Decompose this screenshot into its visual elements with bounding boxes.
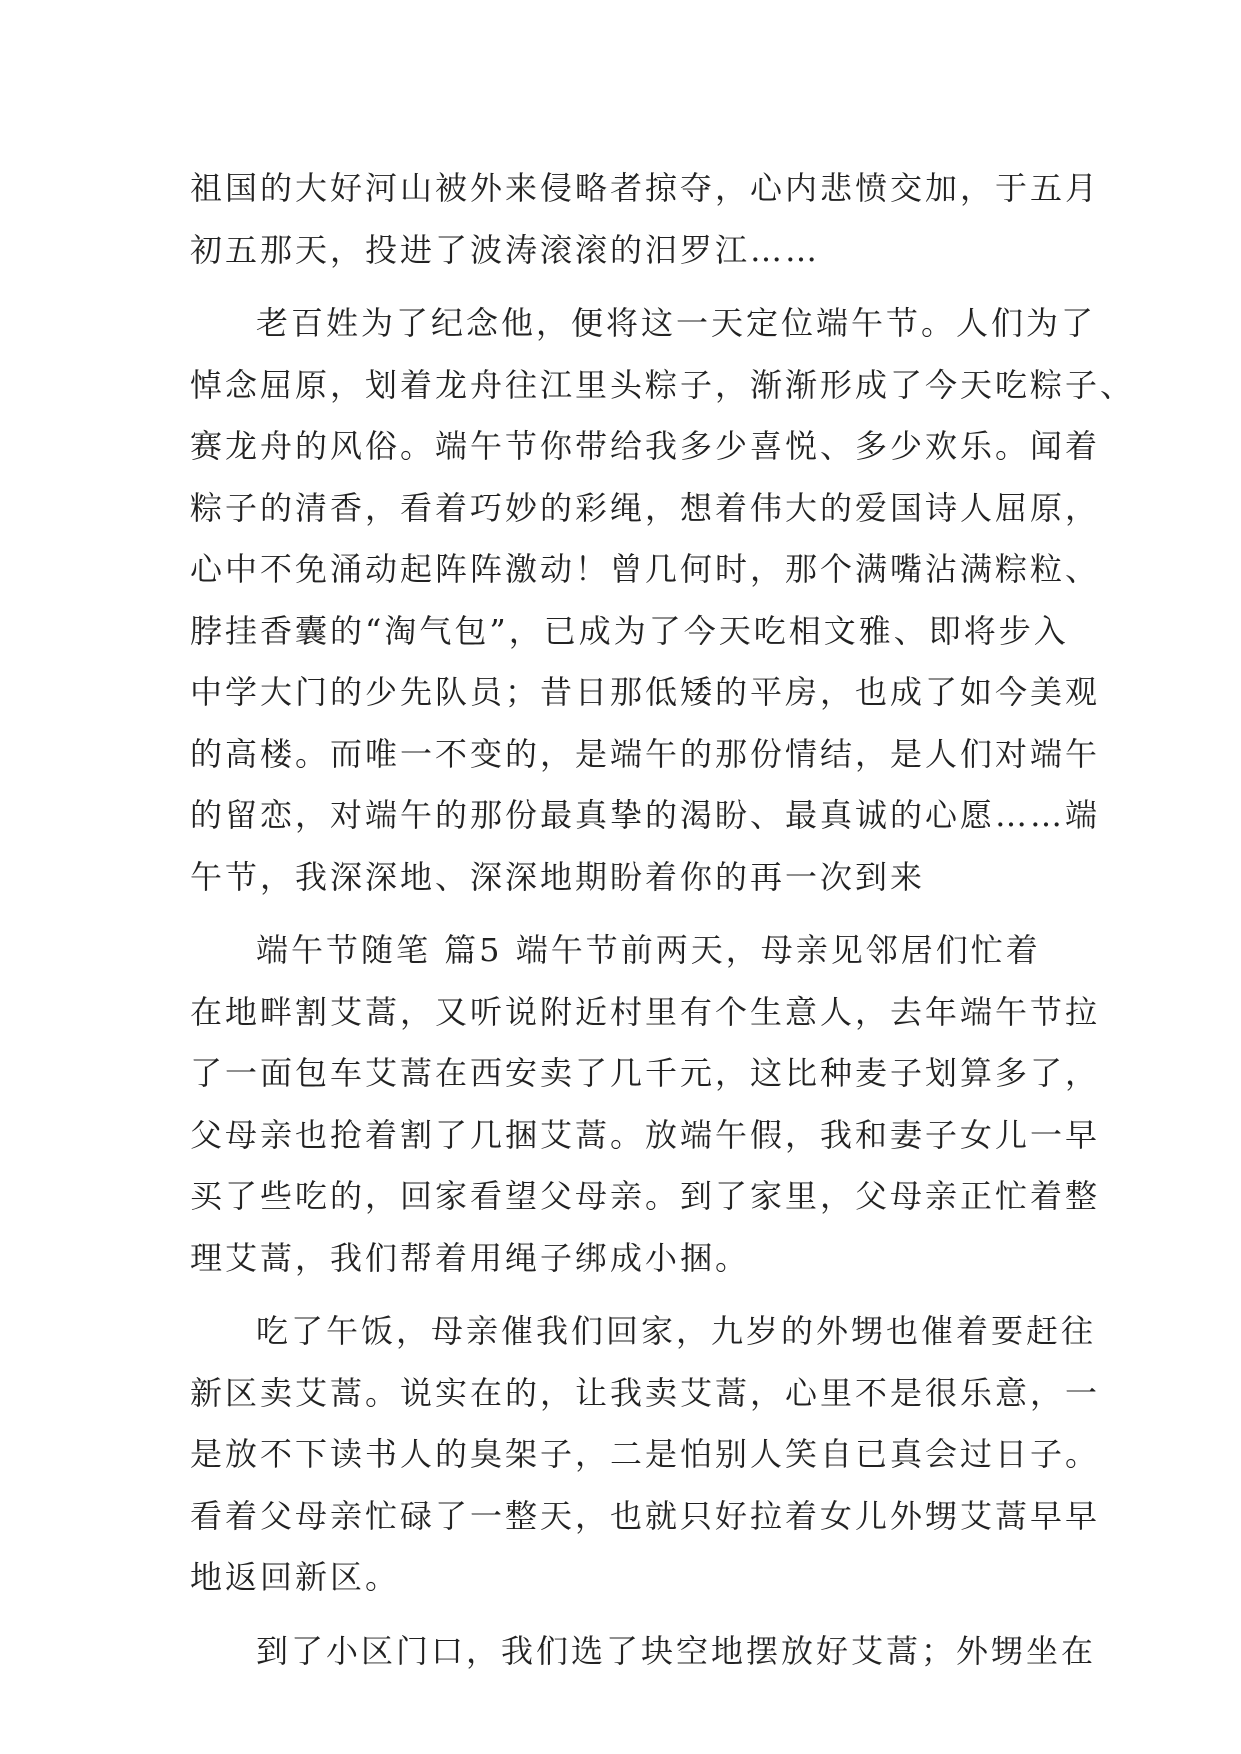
text-line: 理艾蒿，我们帮着用绳子绑成小捆。 [190, 1238, 751, 1277]
text-line: 脖挂香囊的“淘气包”，已成为了今天吃相文雅、即将步入 [190, 611, 1069, 650]
text-line: 中学大门的少先队员；昔日那低矮的平房，也成了如今美观 [190, 673, 1101, 711]
text-line: 午节，我深深地、深深地期盼着你的再一次到来 [190, 857, 926, 896]
text-line: 是放不下读书人的臭架子，二是怕别人笑自已真会过日子。 [190, 1435, 1101, 1473]
text-line: 买了些吃的，回家看望父母亲。到了家里，父母亲正忙着整 [190, 1177, 1101, 1215]
text-line: 新区卖艾蒿。说实在的，让我卖艾蒿，心里不是很乐意，一 [190, 1373, 1101, 1412]
body-text [190, 158, 1136, 1682]
text-line: 粽子的清香，看着巧妙的彩绳，想着伟大的爱国诗人屈原， [190, 488, 1101, 527]
text-line: 地返回新区。 [190, 1558, 401, 1596]
text-line: 的留恋，对端午的那份最真挚的渴盼、最真诚的心愿……端 [190, 796, 1101, 834]
text-line: 赛龙舟的风俗。端午节你带给我多少喜悦、多少欢乐。闻着 [190, 427, 1101, 465]
text-line: 老百姓为了纪念他，便将这一天定位端午节。人们为了 [256, 304, 1097, 342]
text-line: 父母亲也抢着割了几捆艾蒿。放端午假，我和妻子女儿一早 [190, 1115, 1101, 1154]
text-line: 端午节随笔 篇5 端午节前两天，母亲见邻居们忙着 [256, 931, 1041, 969]
text-line: 祖国的大好河山被外来侵略者掠夺，心内悲愤交加，于五月 [190, 169, 1101, 207]
text-line: 看着父母亲忙碌了一整天，也就只好拉着女儿外甥艾蒿早早 [190, 1496, 1101, 1535]
text-line: 心中不免涌动起阵阵激动！曾几何时，那个满嘴沾满粽粒、 [190, 550, 1101, 588]
text-line: 初五那天，投进了波涛滚滚的汨罗江…… [190, 230, 821, 269]
text-line: 悼念屈原，划着龙舟往江里头粽子，渐渐形成了今天吃粽子、 [190, 365, 1136, 404]
text-line: 在地畔割艾蒿，又听说附近村里有个生意人，去年端午节拉 [190, 992, 1101, 1031]
text-line: 吃了午饭，母亲催我们回家，九岁的外甥也催着要赶往 [256, 1312, 1097, 1350]
text-line: 到了小区门口，我们选了块空地摆放好艾蒿；外甥坐在 [256, 1631, 1097, 1670]
text-line: 的高楼。而唯一不变的，是端午的那份情结，是人们对端午 [190, 734, 1101, 773]
text-line: 了一面包车艾蒿在西安卖了几千元，这比种麦子划算多了， [190, 1054, 1101, 1092]
